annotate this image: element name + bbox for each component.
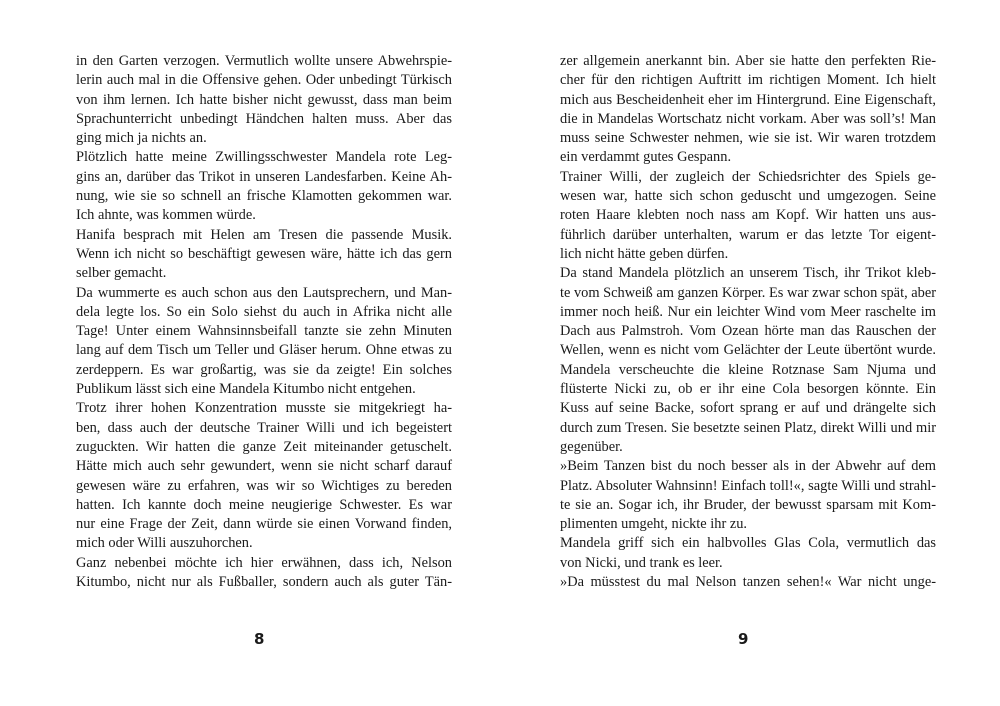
text-line: te sie an. Sogar ich, ihr Bruder, der bewusst sparsam mit Kom- [560, 496, 936, 513]
text-line: gins an, darüber das Trikot in unseren Landesfarben. Keine Ah- [76, 168, 452, 185]
text-line: Mandela griff sich ein halbvolles Glas Cola, vermutlich das [560, 535, 936, 552]
text-line: gewesen wäre zu erfahren, was wir so Wichtiges zu bereden [76, 477, 452, 494]
text-line: Tage! Unter einem Wahnsinnsbeifall tanzte sie zehn Minuten [76, 323, 452, 340]
text-line: Kitumbo, nicht nur als Fußballer, sondern auch als guter Tän- [76, 574, 452, 591]
text-line: nur eine Frage der Zeit, dann würde sie einen Vorwand finden, [76, 516, 452, 533]
text-line: Da wummerte es auch schon aus den Lautsprechern, und Man- [76, 284, 452, 301]
text-line: »Da müsstest du mal Nelson tanzen sehen!« War nicht unge- [560, 574, 936, 591]
text-line: Trainer Willi, der zugleich der Schiedsrichter des Spiels ge- [560, 168, 936, 185]
text-line: flüsterte Nicki zu, ob er ihr eine Cola besorgen könnte. Ein [560, 381, 936, 398]
text-line: von Nicki, und trank es leer. [560, 554, 723, 571]
text-line: durch zum Tresen. Sie besetzte seinen Platz, direkt Willi und mir [560, 419, 936, 436]
text-line: te vom Schweiß am ganzen Körper. Es war zwar schon spät, aber [560, 284, 937, 301]
text-line: lerin auch mal in die Offensive gehen. Oder unbedingt Türkisch [76, 72, 452, 89]
text-line: Trotz ihrer hohen Konzentration musste sie mitgekriegt ha- [76, 400, 452, 417]
text-line: »Beim Tanzen bist du noch besser als in der Abwehr auf dem [560, 458, 936, 475]
text-line: ben, dass auch der deutsche Trainer Willi und ich begeistert [76, 419, 452, 436]
text-line: gegenüber. [560, 438, 623, 455]
text-line: Da stand Mandela plötzlich an unserem Tisch, ihr Trikot kleb- [560, 265, 936, 282]
text-line: wesen war, hatte sich schon geduscht und umgezogen. Seine [560, 188, 936, 205]
text-line: mich aus Bescheidenheit eher im Hintergrund. Eine Eigenschaft, [560, 91, 936, 108]
text-line: Ganz nebenbei möchte ich hier erwähnen, dass ich, Nelson [76, 554, 452, 571]
text-line: ein verdammt gutes Gespann. [560, 149, 732, 166]
text-line: nung, wie sie so schnell an frische Klamotten gekommen war. [76, 188, 452, 205]
page-number-right: 9 [738, 630, 749, 648]
text-line: hatten. Ich kannte doch meine neugierige Schwester. Es war [76, 496, 452, 513]
text-line: ging mich ja nichts an. [76, 130, 207, 147]
text-line: Publikum lässt sich eine Mandela Kitumbo nicht entgehen. [76, 381, 416, 398]
text-line: die in Mandelas Wortschatz nicht vorkam. Aber was soll’s! Man [560, 110, 936, 127]
text-line: lang auf dem Tisch um Teller und Gläser herum. Ohne etwas zu [76, 342, 452, 359]
text-line: in den Garten verzogen. Vermutlich wollte unsere Abwehrspie- [76, 53, 452, 69]
right-page-text [560, 52, 936, 592]
text-line: Mandela verscheuchte die kleine Rotznase Sam Njuma und [560, 361, 936, 378]
text-line: zer allgemein anerkannt bin. Aber sie hatte den perfekten Rie- [560, 53, 936, 69]
text-line: Ich ahnte, was kommen würde. [76, 207, 256, 224]
text-line: Wenn ich nicht so beschäftigt gewesen wäre, hätte ich das gern [76, 245, 452, 262]
text-line: Platz. Absoluter Wahnsinn! Einfach toll!«, sagte Willi und strahl- [560, 477, 936, 494]
text-line: muss seine Schwester nehmen, wie sie ist. Wir waren trotzdem [560, 130, 936, 147]
text-line: Sprachunterricht unbedingt Händchen halten muss. Aber das [76, 110, 452, 127]
text-line: Dach aus Palmstroh. Vom Ozean hörte man das Rauschen der [560, 323, 936, 340]
text-line: zerdeppern. Es war großartig, was sie da zeigte! Ein solches [76, 361, 452, 378]
text-line: führlich darüber unterhalten, warum er das letzte Tor eigent- [560, 226, 936, 243]
text-line: Hätte mich auch sehr gewundert, wenn sie nicht scharf darauf [76, 458, 452, 475]
left-page-text [76, 52, 452, 592]
page-number-left: 8 [254, 630, 265, 648]
text-line: lich nicht hätte geben dürfen. [560, 245, 729, 262]
text-line: Kuss auf seine Backe, sofort sprang er auf und drängelte sich [560, 400, 936, 417]
text-line: mich oder Willi auszuhorchen. [76, 535, 253, 552]
text-line: zuguckten. Wir hatten die ganze Zeit miteinander getuschelt. [76, 438, 452, 455]
text-line: cher für den richtigen Auftritt im richtigen Moment. Ich hielt [560, 72, 936, 89]
text-line: selber gemacht. [76, 265, 167, 282]
text-line: roten Haare klebten noch nass am Kopf. Wir hatten uns aus- [560, 207, 936, 224]
text-line: dela legte los. So ein Solo siehst du auch in Afrika nicht alle [76, 303, 452, 320]
text-line: Hanifa besprach mit Helen am Tresen die passende Musik. [76, 226, 452, 243]
text-line: Wellen, wenn es nicht vom Gelächter der Leute übertönt wurde. [560, 342, 936, 359]
text-line: von ihm lernen. Ich hatte bisher nicht gewusst, dass man beim [76, 91, 452, 108]
text-line: Plötzlich hatte meine Zwillingsschwester Mandela rote Leg- [76, 149, 452, 166]
text-line: immer noch heiß. Nur ein leichter Wind vom Meer raschelte im [560, 303, 936, 320]
text-line: plimenten umgeht, nickte ihr zu. [560, 516, 748, 533]
